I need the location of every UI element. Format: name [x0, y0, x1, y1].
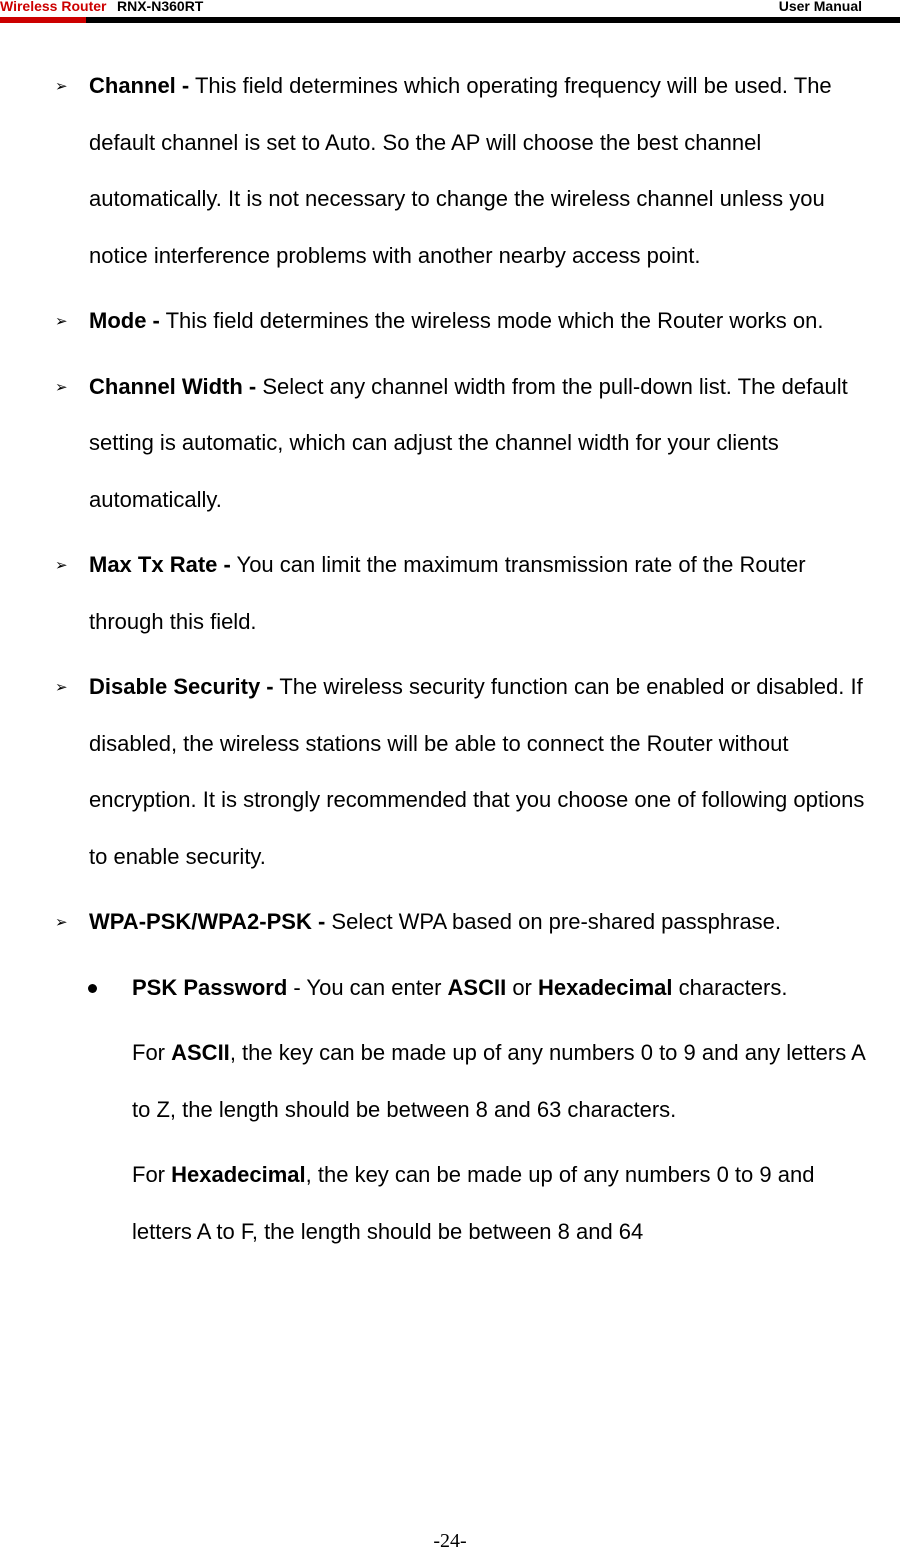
term-label: Channel Width -: [89, 373, 257, 399]
arrow-bullet-icon: ➢: [55, 313, 68, 330]
term-description: This field determines the wireless mode which the Router works on.: [159, 308, 824, 333]
term-description: You can limit the maximum transmission rate of the Router through this field.: [89, 552, 806, 634]
header-brand: Wireless Router: [0, 0, 107, 14]
term-description: The wireless security function can be enabled or disabled. If disabled, the wireless stations will be able to connect the Router without encryption. It is strongly recommended that you choose one of following options to enable security.: [89, 674, 865, 869]
round-bullet-icon: [88, 984, 97, 993]
psk-ascii-description: For ASCII, the key can be made up of any numbers 0 to 9 and any letters A to Z, the length should be between 8 and 63 characters.: [132, 1040, 865, 1122]
list-item-disable-security: [0, 659, 900, 885]
term-label: Channel -: [89, 73, 190, 98]
psk-hex-description: For Hexadecimal, the key can be made up of any numbers 0 to 9 and letters A to F, the length should be between 8 and 64: [132, 1162, 815, 1244]
term-label: Disable Security -: [89, 674, 274, 699]
arrow-bullet-icon: ➢: [55, 378, 68, 396]
term-label: WPA-PSK/WPA2-PSK -: [89, 909, 326, 934]
list-item-max-tx-rate: [0, 537, 900, 650]
sub-item-psk-password: PSK Password - You can enter ASCII or Hexadecimal characters.: [0, 960, 900, 1017]
list-item-channel: [0, 58, 900, 284]
header-model: RNX-N360RT: [117, 0, 204, 14]
psk-term: PSK Password: [132, 974, 288, 1000]
term-description: Select any channel width from the pull-down list. The default setting is automatic, which can adjust the channel width for your clients automatically.: [89, 373, 848, 512]
arrow-bullet-icon: ➢: [55, 679, 68, 696]
term-description: This field determines which operating frequency will be used. The default channel is set to Auto. So the AP will choose the best channel automatically. It is not necessary to change the wireless channel unless you notice interference problems with another nearby access point.: [89, 73, 832, 268]
term-description: Select WPA based on pre-shared passphrase.: [325, 909, 782, 934]
list-item-channel-width: [0, 359, 900, 529]
list-item-wpa-psk: [0, 894, 900, 951]
header-bar: [86, 17, 900, 23]
page-header: [0, 0, 900, 24]
term-label: Max Tx Rate -: [89, 552, 231, 577]
header-bar-accent: [0, 17, 86, 23]
document-body: [0, 58, 900, 1260]
term-label: Mode -: [89, 308, 160, 333]
arrow-bullet-icon: ➢: [55, 78, 68, 95]
page-number: -24-: [433, 1530, 467, 1552]
header-manual-title: User Manual: [778, 0, 862, 14]
list-item-mode: [0, 293, 900, 350]
arrow-bullet-icon: ➢: [55, 557, 68, 574]
arrow-bullet-icon: ➢: [55, 914, 68, 931]
